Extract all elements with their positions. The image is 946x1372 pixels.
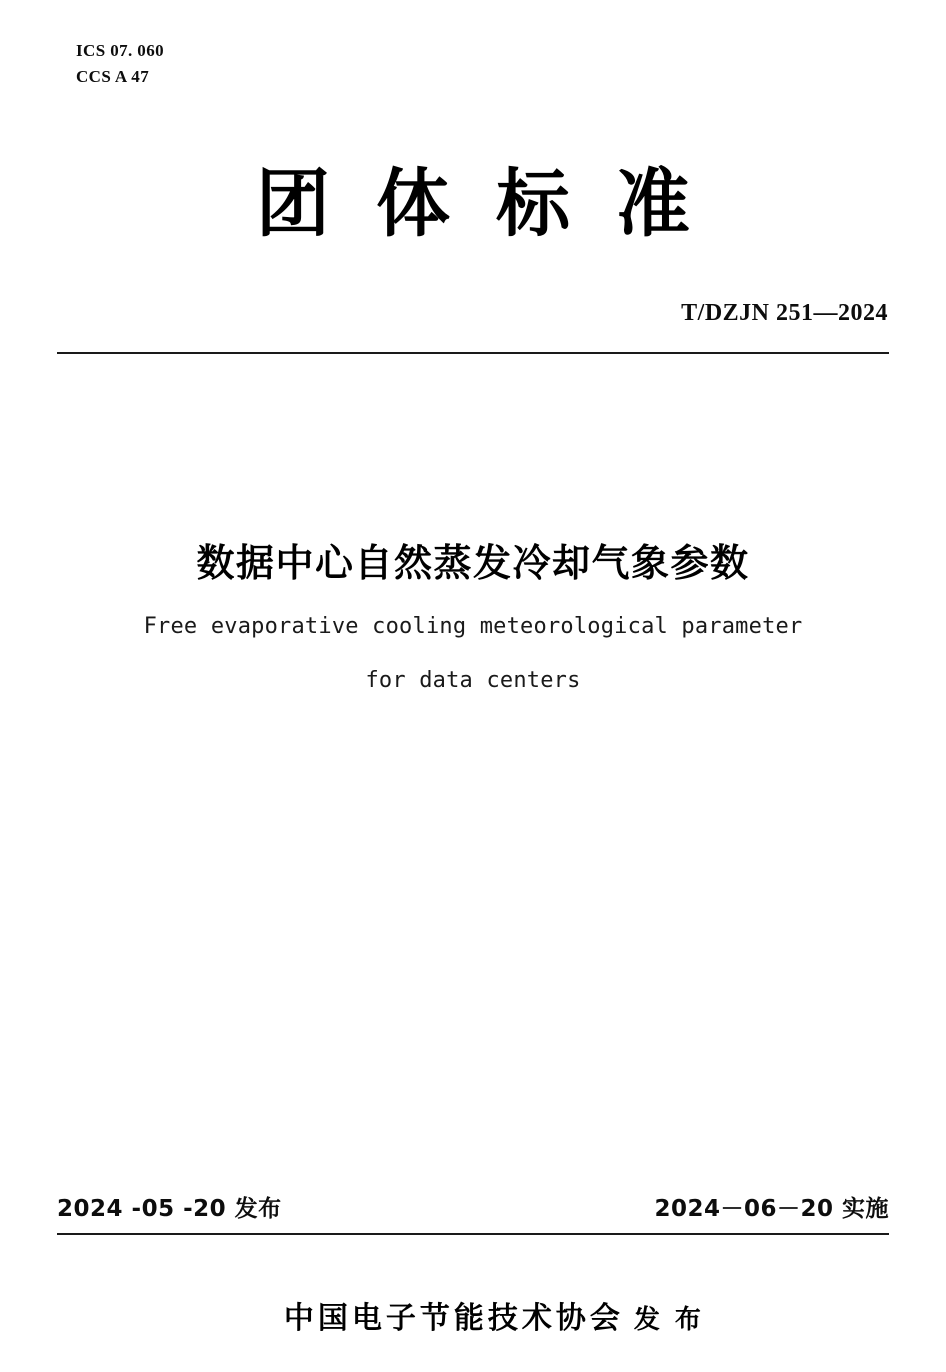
publisher-verb: 发 布 [633,1305,704,1335]
effective-date: 2024－06－20 实施 [654,1196,889,1222]
publisher-line [0,1258,946,1372]
footer-divider [57,1233,889,1235]
ccs-code: CCS A 47 [76,67,150,87]
classification-codes [76,38,164,91]
standard-type-title: 团体标准 [256,161,736,247]
document-title-chinese: 数据中心自然蒸发冷却气象参数 [196,541,750,585]
date-row [57,1190,889,1223]
standard-number: T/DZJN 251—2024 [681,300,888,326]
ics-code: ICS 07. 060 [76,41,164,60]
header-divider [57,352,889,354]
document-title-english-line2: for data centers [365,668,581,693]
publisher-name: 中国电子节能技术协会 [283,1301,624,1336]
document-title-english-line1: Free evaporative cooling meteorological parameter [143,614,803,639]
issue-date: 2024 -05 -20 发布 [57,1196,282,1222]
